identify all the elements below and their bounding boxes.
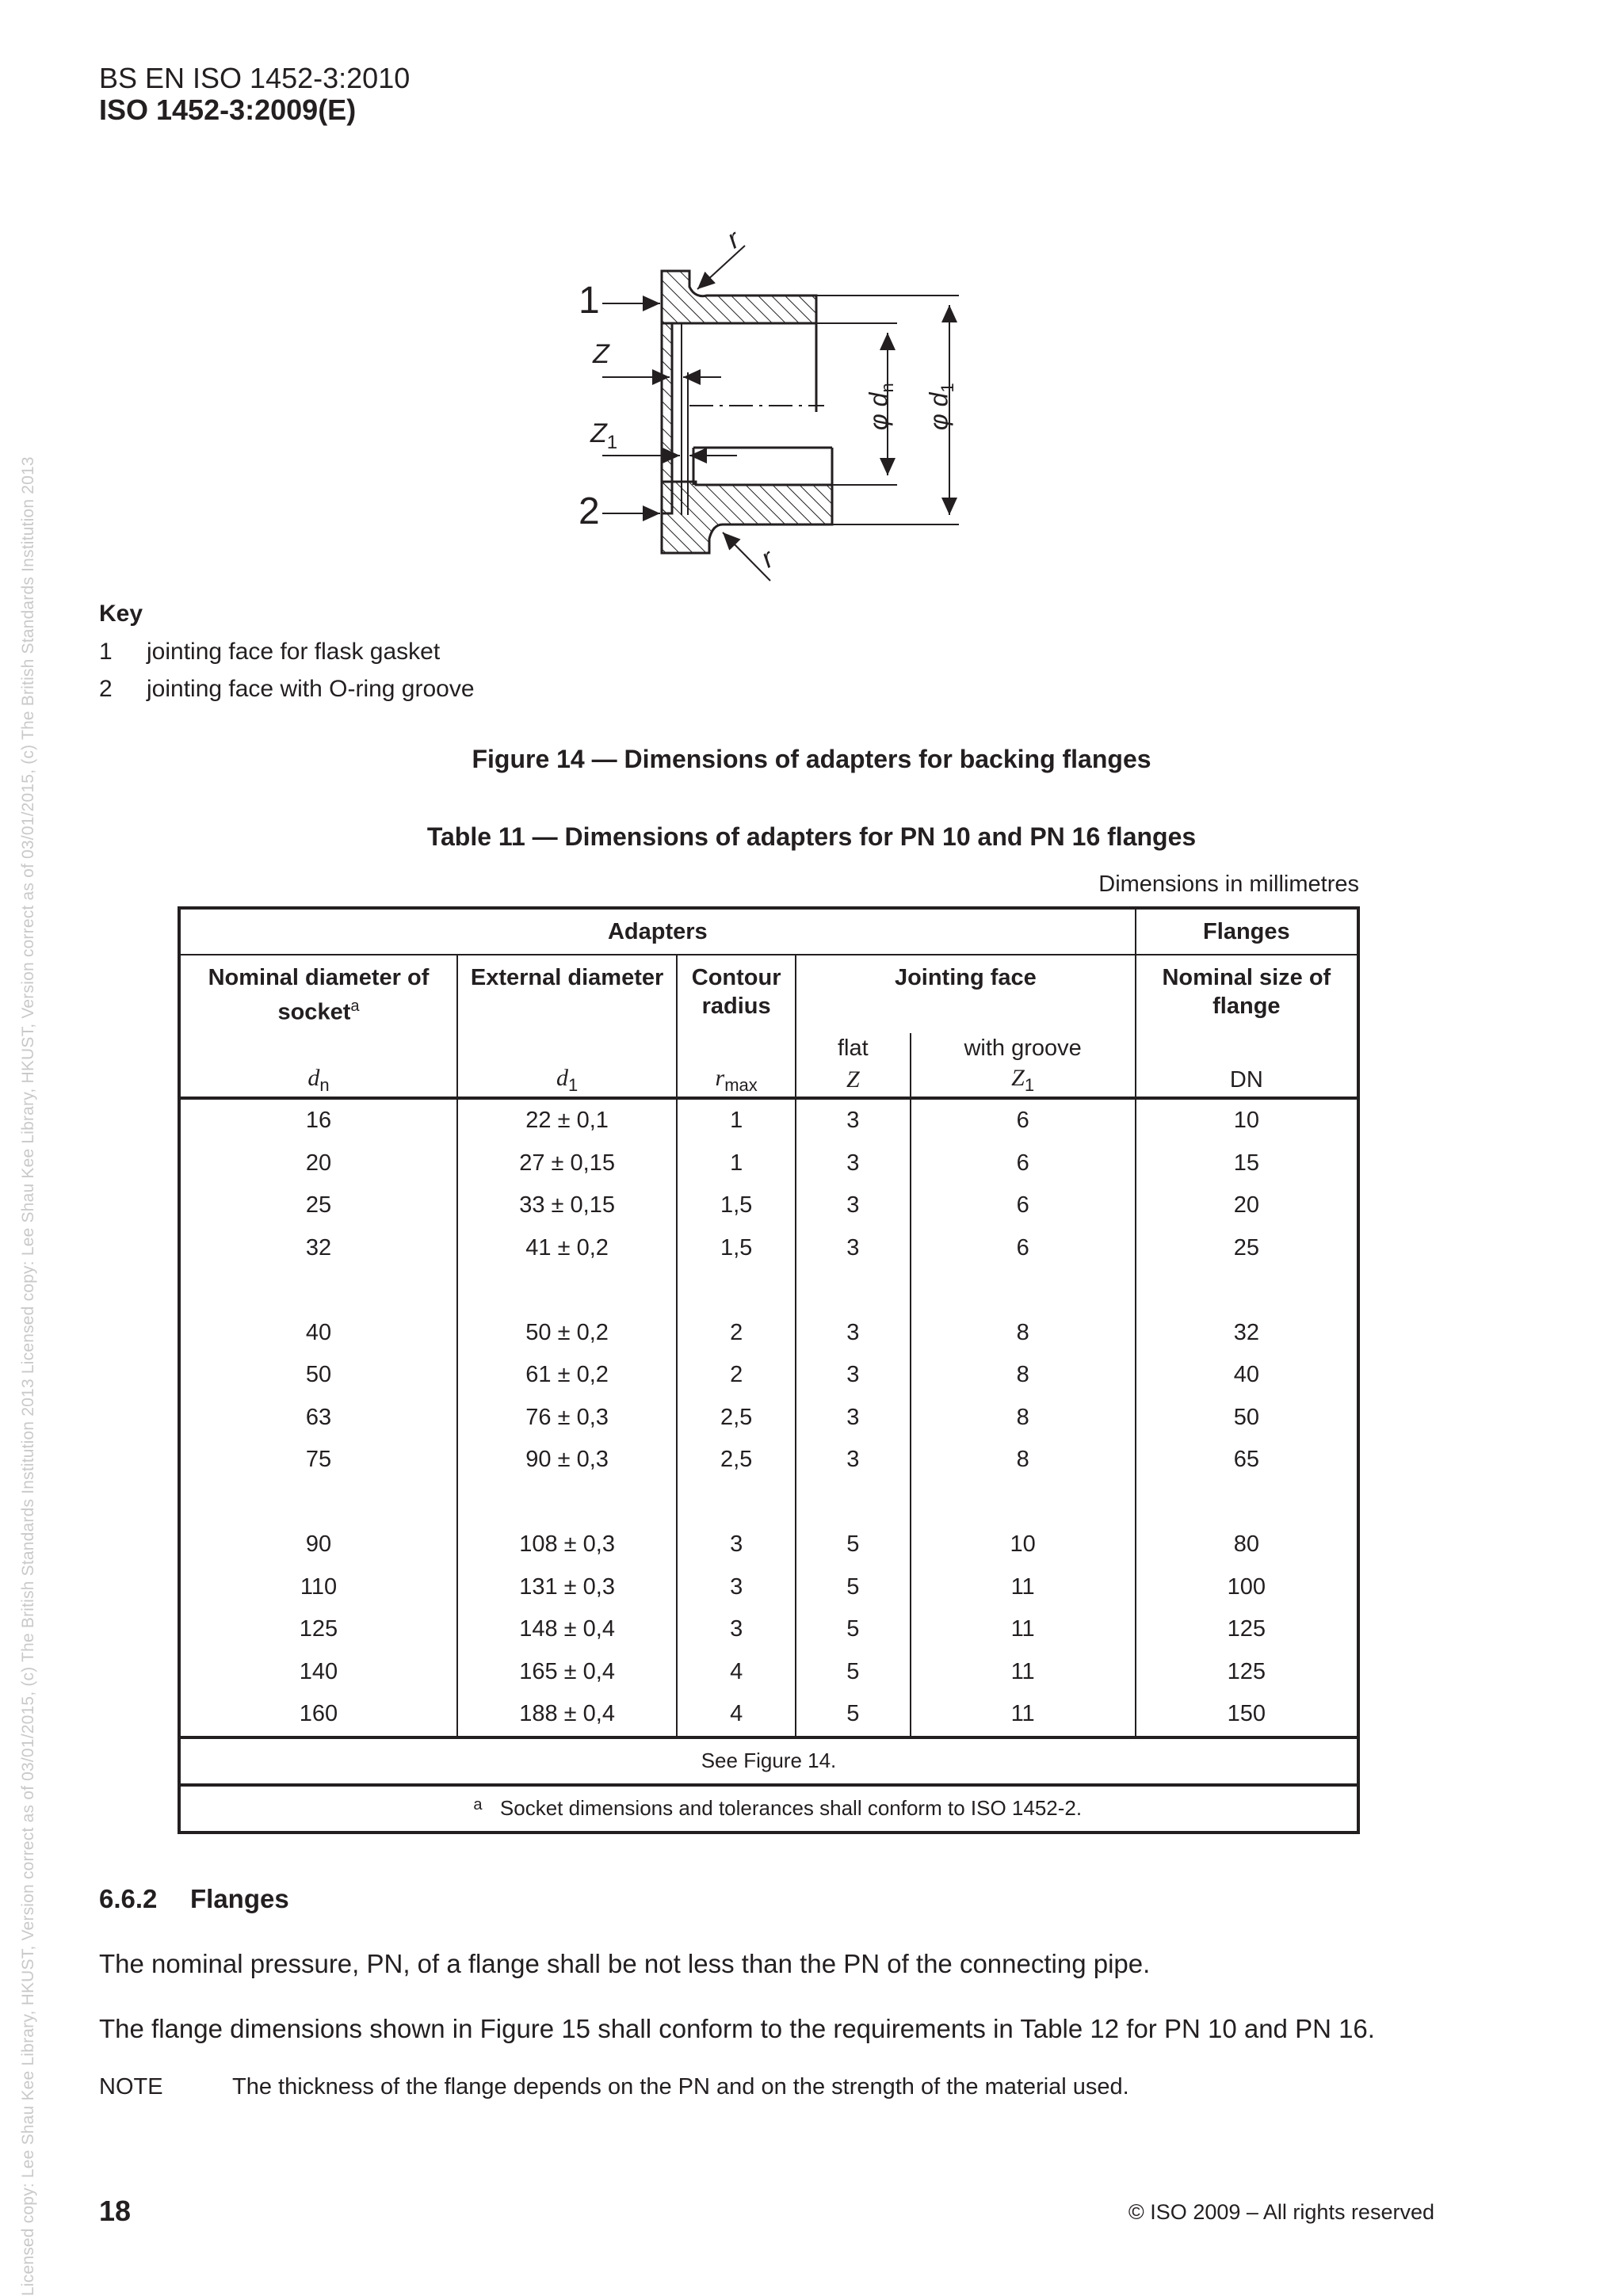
figure-label-d1: φ $d_1$ bbox=[924, 383, 958, 431]
table-cell: 1 bbox=[677, 1142, 796, 1185]
table-cell: 11 bbox=[911, 1566, 1136, 1609]
table-spacer-cell bbox=[457, 1482, 677, 1524]
table-row bbox=[179, 1142, 1358, 1185]
header-contour-radius: Contour radius bbox=[677, 955, 796, 1063]
table-cell: 76 ± 0,3 bbox=[457, 1397, 677, 1440]
table-cell: 8 bbox=[911, 1312, 1136, 1355]
table-row bbox=[179, 1227, 1358, 1270]
table-cell: 11 bbox=[911, 1651, 1136, 1694]
table-cell: 20 bbox=[1233, 1192, 1259, 1219]
table-cell: 33 ± 0,15 bbox=[457, 1184, 677, 1227]
standard-number: BS EN ISO 1452-3:2010 bbox=[99, 62, 411, 94]
table-row bbox=[179, 1651, 1358, 1694]
header-flat: flat bbox=[796, 1033, 911, 1063]
table-spacer-cell bbox=[911, 1269, 1136, 1312]
iso-number: ISO 1452-3:2009(E) bbox=[99, 93, 357, 126]
note: NOTE The thickness of the flange depends on the PN and on the strength of the material used. bbox=[99, 2074, 1129, 2100]
header-nominal-diameter: Nominal diameter of socket$^a$ bbox=[179, 955, 457, 1063]
table-cell: 3 bbox=[796, 1098, 911, 1142]
table-row bbox=[179, 1566, 1358, 1609]
upper-collar-section bbox=[662, 271, 816, 323]
table-row bbox=[179, 1439, 1358, 1482]
units-note: Dimensions in millimetres bbox=[1098, 871, 1359, 897]
table-header bbox=[179, 955, 1358, 1033]
key-title: Key bbox=[99, 601, 143, 627]
table-spacer-cell bbox=[1136, 1482, 1358, 1524]
table-cell: 6 bbox=[911, 1227, 1136, 1270]
figure-caption: Figure 14 — Dimensions of adapters for backing flanges bbox=[472, 745, 1151, 773]
table-cell: 3 bbox=[677, 1566, 796, 1609]
table-cell: 6 bbox=[911, 1142, 1136, 1185]
license-watermark: Licensed copy: Lee Shau Kee Library, HKUST, Version correct as of 03/01/2015, (c) The British Standards Institution 2013 Licensed copy: Lee Shau Kee Library, HKUST, Version correct as of 03/01/2015, (c) The British Standards Institution 2013 bbox=[19, 456, 37, 2296]
table-spacer-cell bbox=[677, 1269, 796, 1312]
table-cell: 3 bbox=[796, 1397, 911, 1440]
table-cell: 50 bbox=[1233, 1404, 1259, 1430]
table-cell: 16 bbox=[179, 1098, 457, 1142]
footnote-a: $^a$ Socket dimensions and tolerances shall conform to ISO 1452-2. bbox=[473, 1796, 1083, 1820]
table-cell: 125 bbox=[1227, 1616, 1266, 1642]
figure-label-z: Z bbox=[593, 339, 609, 369]
symbol-dn: $d_n$ bbox=[179, 1063, 457, 1098]
table-cell: 75 bbox=[179, 1439, 457, 1482]
figure-label-dn: φ $d_n$ bbox=[864, 383, 898, 431]
key-item: 2 jointing face with O-ring groove bbox=[99, 676, 475, 702]
table-cell: 8 bbox=[911, 1354, 1136, 1397]
dimensions-table bbox=[178, 906, 1360, 1834]
table-cell: 2 bbox=[677, 1312, 796, 1355]
table-cell: 50 bbox=[179, 1354, 457, 1397]
table-caption: Table 11 — Dimensions of adapters for PN 10 and PN 16 flanges bbox=[426, 822, 1197, 851]
table-cell: 160 bbox=[179, 1693, 457, 1737]
table-cell: 11 bbox=[911, 1693, 1136, 1737]
table-cell: 5 bbox=[796, 1651, 911, 1694]
table-cell: 4 bbox=[677, 1693, 796, 1737]
table-row bbox=[179, 1397, 1358, 1440]
table-footnote-see bbox=[179, 1737, 1358, 1785]
table-row bbox=[179, 1524, 1358, 1566]
table-cell: 32 bbox=[179, 1227, 457, 1270]
table-cell: 6 bbox=[911, 1184, 1136, 1227]
table-row bbox=[179, 1354, 1358, 1397]
header-jointing-face: Jointing face bbox=[796, 955, 1136, 1033]
table-cell: 125 bbox=[179, 1608, 457, 1651]
table-cell: 11 bbox=[911, 1608, 1136, 1651]
table-cell: 5 bbox=[796, 1693, 911, 1737]
symbol-dn-flange: DN bbox=[1136, 1063, 1358, 1098]
paragraph-flange-dimensions: The flange dimensions shown in Figure 15 shall conform to the requirements in Table 12 for PN 10 and PN 16. bbox=[99, 2014, 1375, 2043]
table-cell: 150 bbox=[1227, 1701, 1266, 1727]
table-cell: 10 bbox=[911, 1524, 1136, 1566]
table-cell: 165 ± 0,4 bbox=[457, 1651, 677, 1694]
table-cell: 100 bbox=[1227, 1573, 1266, 1600]
table-cell: 3 bbox=[796, 1142, 911, 1185]
table-spacer-cell bbox=[179, 1482, 457, 1524]
table-spacer-cell bbox=[677, 1482, 796, 1524]
table-spacer-cell bbox=[179, 1269, 457, 1312]
table-cell: 3 bbox=[677, 1608, 796, 1651]
section-heading: 6.6.2 Flanges bbox=[99, 1884, 289, 1913]
figure-label-r-top: r bbox=[722, 223, 745, 255]
table-cell: 3 bbox=[796, 1312, 911, 1355]
table-spacer-cell bbox=[796, 1482, 911, 1524]
table-cell: 63 bbox=[179, 1397, 457, 1440]
footnote-see: See Figure 14. bbox=[179, 1737, 1358, 1785]
table-cell: 1 bbox=[677, 1098, 796, 1142]
group-flanges: Flanges bbox=[1136, 908, 1358, 955]
table-cell: 90 ± 0,3 bbox=[457, 1439, 677, 1482]
table-spacer-row bbox=[179, 1269, 1358, 1312]
table-spacer-cell bbox=[1136, 1269, 1358, 1312]
table-cell: 140 bbox=[179, 1651, 457, 1694]
table-cell: 61 ± 0,2 bbox=[457, 1354, 677, 1397]
table-row bbox=[179, 1693, 1358, 1737]
table-cell: 10 bbox=[1233, 1108, 1259, 1134]
table-row bbox=[179, 1184, 1358, 1227]
table-spacer-cell bbox=[796, 1269, 911, 1312]
table-cell: 90 bbox=[179, 1524, 457, 1566]
table-cell: 6 bbox=[911, 1098, 1136, 1142]
symbol-d1: $d_1$ bbox=[457, 1063, 677, 1098]
symbol-z: Z bbox=[796, 1063, 911, 1098]
table-cell: 3 bbox=[677, 1524, 796, 1566]
key-item: 1 jointing face for flask gasket bbox=[99, 639, 441, 665]
table-symbols bbox=[179, 1063, 1358, 1098]
figure-label-1: 1 bbox=[579, 280, 600, 322]
copyright: © ISO 2009 – All rights reserved bbox=[1128, 2200, 1434, 2224]
table-cell: 65 bbox=[1233, 1447, 1259, 1473]
table-cell: 32 bbox=[1233, 1319, 1259, 1345]
table-cell: 3 bbox=[796, 1227, 911, 1270]
table-cell: 3 bbox=[796, 1184, 911, 1227]
table-cell: 80 bbox=[1233, 1531, 1259, 1558]
figure-label-2: 2 bbox=[579, 490, 600, 532]
table-cell: 1,5 bbox=[677, 1227, 796, 1270]
header-external-diameter: External diameter bbox=[457, 955, 677, 1063]
table-cell: 2,5 bbox=[677, 1397, 796, 1440]
table-cell: 188 ± 0,4 bbox=[457, 1693, 677, 1737]
table-cell: 50 ± 0,2 bbox=[457, 1312, 677, 1355]
table-cell: 1,5 bbox=[677, 1184, 796, 1227]
group-adapters: Adapters bbox=[179, 908, 1136, 955]
table-cell: 27 ± 0,15 bbox=[457, 1142, 677, 1185]
figure-label-r-bottom: r bbox=[756, 543, 779, 574]
table-spacer-cell bbox=[911, 1482, 1136, 1524]
table-footnote-a bbox=[179, 1785, 1358, 1833]
table-cell: 4 bbox=[677, 1651, 796, 1694]
header-with-groove: with groove bbox=[911, 1033, 1136, 1063]
symbol-rmax: $r_{max}$ bbox=[677, 1063, 796, 1098]
table-cell: 131 ± 0,3 bbox=[457, 1566, 677, 1609]
table-row bbox=[179, 1608, 1358, 1651]
table-group-header bbox=[179, 908, 1358, 955]
paragraph-nominal-pressure: The nominal pressure, PN, of a flange shall be not less than the PN of the connecting pipe. bbox=[99, 1949, 1151, 1978]
table-cell: 2,5 bbox=[677, 1439, 796, 1482]
table-cell: 8 bbox=[911, 1397, 1136, 1440]
symbol-z1: $Z_1$ bbox=[911, 1063, 1136, 1098]
header-nominal-size: Nominal size of flange bbox=[1162, 965, 1331, 1019]
table-cell: 25 bbox=[179, 1184, 457, 1227]
table-spacer-cell bbox=[457, 1269, 677, 1312]
table-cell: 3 bbox=[796, 1354, 911, 1397]
table-cell: 15 bbox=[1233, 1150, 1259, 1176]
table-cell: 108 ± 0,3 bbox=[457, 1524, 677, 1566]
table-cell: 5 bbox=[796, 1566, 911, 1609]
table-cell: 148 ± 0,4 bbox=[457, 1608, 677, 1651]
table-cell: 22 ± 0,1 bbox=[457, 1098, 677, 1142]
table-row bbox=[179, 1312, 1358, 1355]
table-body bbox=[179, 1098, 1358, 1737]
table-cell: 2 bbox=[677, 1354, 796, 1397]
table-cell: 25 bbox=[1233, 1234, 1259, 1261]
table-cell: 3 bbox=[796, 1439, 911, 1482]
table-cell: 40 bbox=[179, 1312, 457, 1355]
table-cell: 125 bbox=[1227, 1658, 1266, 1684]
figure-label-z1: $Z_1$ bbox=[590, 418, 618, 453]
table-cell: 20 bbox=[179, 1142, 457, 1185]
table-row bbox=[179, 1098, 1358, 1142]
table-cell: 110 bbox=[179, 1566, 457, 1609]
table-cell: 8 bbox=[911, 1439, 1136, 1482]
table-cell: 5 bbox=[796, 1608, 911, 1651]
table-cell: 5 bbox=[796, 1524, 911, 1566]
table-cell: 40 bbox=[1233, 1362, 1259, 1388]
table-cell: 41 ± 0,2 bbox=[457, 1227, 677, 1270]
table-spacer-row bbox=[179, 1482, 1358, 1524]
page-number: 18 bbox=[99, 2195, 132, 2227]
